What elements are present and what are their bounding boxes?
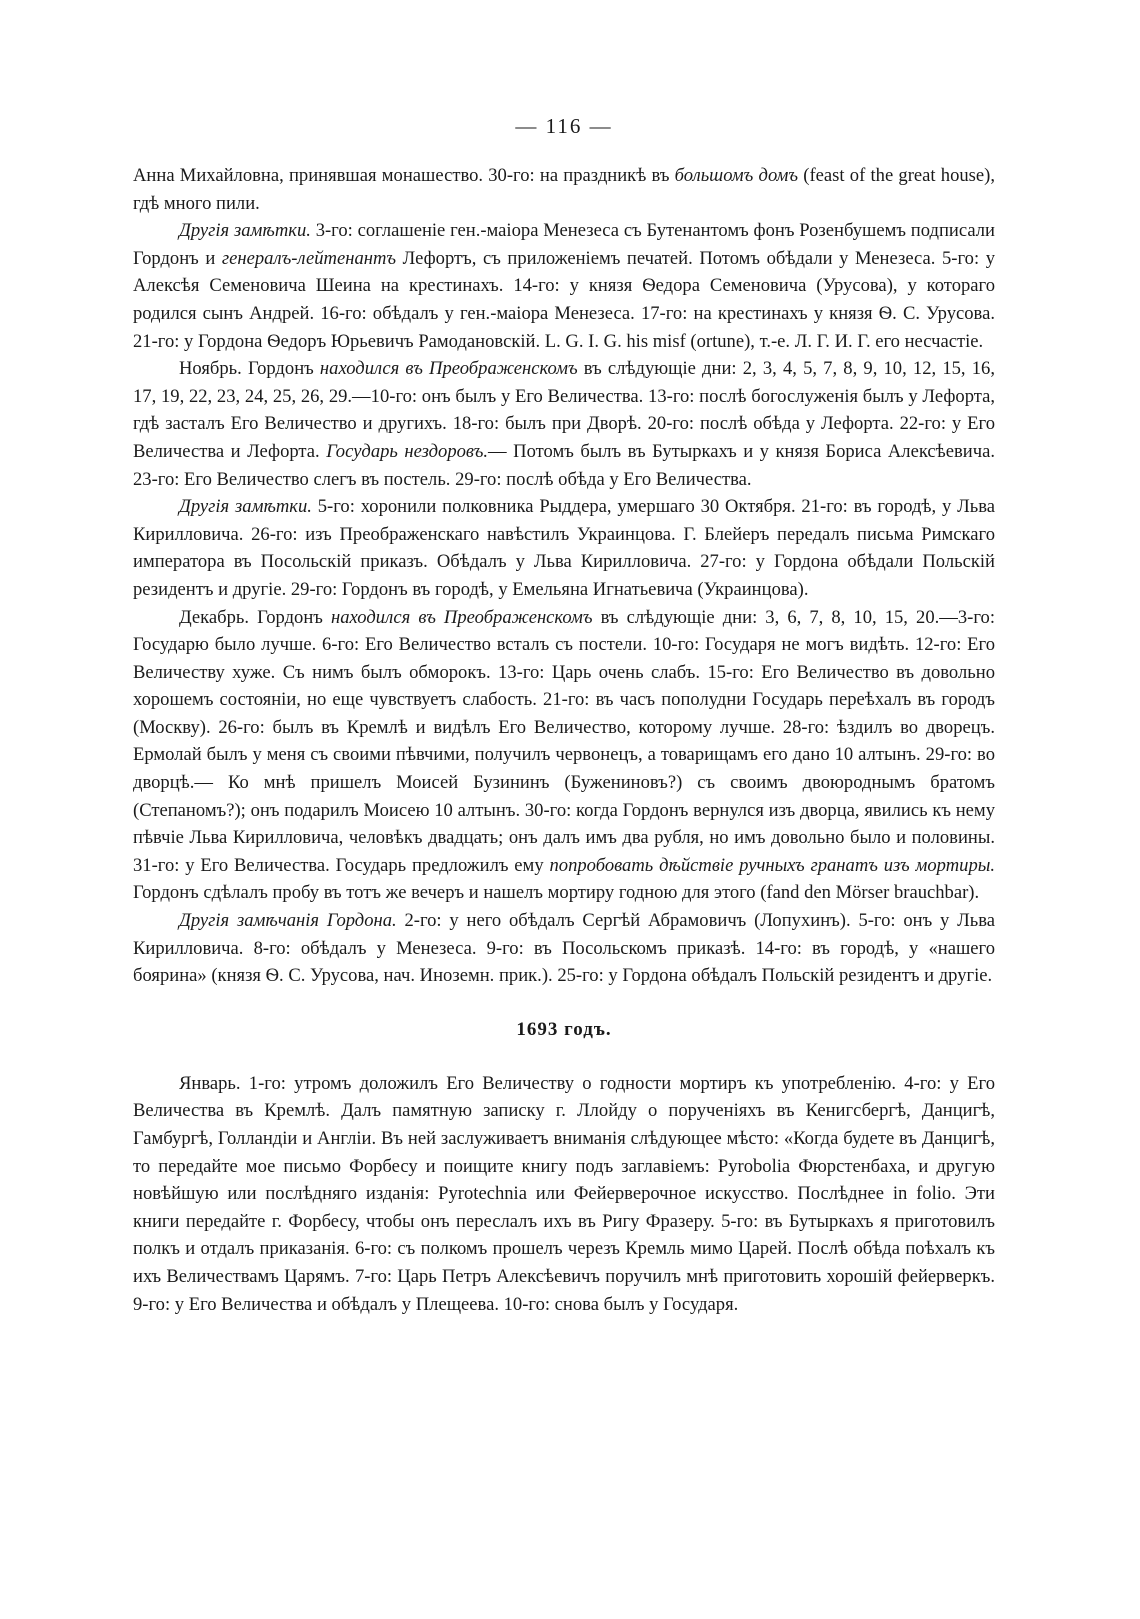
italic-segment: генералъ-лейтенантъ [221, 247, 397, 269]
document-page [133, 112, 995, 1318]
italic-segment: Государь нездоровъ. [326, 440, 489, 462]
text-segment: Гордонъ сдѣлалъ пробу въ тотъ же вечеръ и нашелъ мортиру годною для этого (fand den Mörser brauchbar). [133, 882, 980, 904]
text-segment: — Потомъ былъ въ Бутыркахъ и у князя Бориса Алексѣевича. 23-го: Его Величество слегъ въ постель. 29-го: послѣ обѣда у Его Величества. [133, 440, 995, 490]
text-segment: 3-го: соглашеніе ген.-маіора Менезеса съ Бутенантомъ фонъ Розенбушемъ подписали Гордонъ и [133, 220, 995, 269]
text-segment: Лефортъ, съ приложеніемъ печатей. Потомъ обѣдали у Менезеса. 5-го: у Алексѣя Семеновича Шеина на крестинахъ. 14-го: у князя Ѳедора Семеновича (Урусова), у котораго родился сынъ Андрей. 16-го: обѣдалъ у ген.-маіора Менезеса. 17-го: на крестинахъ у князя Ѳ. С. Урусова. 21-го: у Гордона Ѳедоръ Юрьевичъ Рамодановскій. L. G. I. G. his misf (ortune), т.-е. Л. Г. И. Г. его несчастіе. [133, 247, 995, 352]
text-segment: въ слѣдующіе дни: 2, 3, 4, 5, 7, 8, 9, 10, 12, 15, 16, 17, 19, 22, 23, 24, 25, 26, 29.—10-го: онъ былъ у Его Величества. 13-го: послѣ богослуженія былъ у Лефорта, гдѣ засталъ Его Величество и другихъ. 18-го: былъ при Дворѣ. 20-го: послѣ обѣда у Лефорта. 22-го: у Его Величества и Лефорта. [133, 358, 995, 462]
italic-segment: Другія замѣтки. [179, 496, 312, 518]
text-segment: (feast of the great house), гдѣ много пили. [133, 165, 996, 214]
italic-segment: попробовать дѣйствіе ручныхъ гранатъ изъ мортиры. [549, 854, 995, 876]
paragraph-december [133, 604, 995, 908]
paragraph-gordon-remarks [133, 907, 995, 990]
paragraph-continuation [133, 162, 995, 217]
italic-segment: находился въ Преображенскомъ [331, 606, 593, 628]
italic-segment: находился въ Преображенскомъ [319, 358, 578, 380]
text-segment: 2-го: у него обѣдалъ Сергѣй Абрамовичъ (Лопухинъ). 5-го: онъ у Льва Кирилловича. 8-го: обѣдалъ у Менезеса. 9-го: въ Посольскомъ приказѣ. 14-го: въ городѣ, у «нашего боярина» (князя Ѳ. С. Урусова, нач. Иноземн. прик.). 25-го: у Гордона обѣдалъ Польскій резидентъ и другіе. [133, 910, 995, 987]
paragraph-other-notes-october [133, 217, 995, 355]
text-segment: Январь. 1-го: утромъ доложилъ Его Величеству о годности мортиръ къ употребленію. 4-го: у Его Величества въ Кремлѣ. Далъ памятную записку г. Ллойду о порученіяхъ въ Кенигсбергѣ, Данцигѣ, Гамбургѣ, Голландіи и Англіи. Въ ней заслуживаетъ вниманія слѣдующее мѣсто: «Когда будете въ Данцигѣ, то передайте мое письмо Форбесу и поищите книгу подъ заглавіемъ: Pyrobolia Фюрстенбаха, и другую новѣйшую или послѣдняго изданія: Pyrotechnia или Фейерверочное искусство. Послѣднее in folio. Эти книги передайте г. Форбесу, чтобы онъ переслалъ ихъ въ Ригу Фразеру. 5-го: въ Бутыркахъ я приготовилъ полкъ и отдалъ приказанія. 6-го: съ полкомъ прошелъ черезъ Кремль мимо Царей. Послѣ обѣда поѣхалъ къ ихъ Величествамъ Царямъ. 7-го: Царь Петръ Алексѣевичъ поручилъ мнѣ приготовить хорошій фейерверкъ. 9-го: у Его Величества и обѣдалъ у Плещеева. 10-го: снова былъ у Государя. [133, 1072, 995, 1315]
text-segment: Ноябрь. Гордонъ [179, 358, 320, 380]
paragraph-other-notes-november [133, 493, 995, 603]
italic-segment: Другія замѣчанія Гордона. [179, 910, 397, 932]
year-heading: 1693 годъ. [516, 1018, 612, 1040]
paragraph-january [133, 1070, 995, 1318]
italic-segment: большомъ домъ [674, 165, 799, 186]
paragraph-november [133, 355, 995, 493]
page-number: — 116 — [515, 114, 613, 138]
text-segment: 5-го: хоронили полковника Рыддера, умершаго 30 Октября. 21-го: въ городѣ, у Льва Кирилловича. 26-го: изъ Преображенскаго навѣстилъ Украинцова. Г. Блейеръ передалъ письма Римскаго императора въ Посольскій приказъ. Обѣдалъ у Льва Кирилловича. 27-го: у Гордона обѣдали Польскій резидентъ и другіе. 29-го: Гордонъ въ городѣ, у Емельяна Игнатьевича (Украинцова). [133, 496, 995, 600]
text-segment: въ слѣдующіе дни: 3, 6, 7, 8, 10, 15, 20.—3-го: Государю было лучше. 6-го: Его Величество всталъ съ постели. 10-го: Государя не могъ видѣть. 12-го: Его Величеству хуже. Съ нимъ былъ обморокъ. 13-го: Царь очень слабъ. 15-го: Его Величество въ довольно хорошемъ состояніи, но еще чувствуетъ слабость. 21-го: въ часъ пополудни Государь переѣхалъ въ городъ (Москву). 26-го: былъ въ Кремлѣ и видѣлъ Его Величество, которому лучше. 28-го: ѣздилъ во дворецъ. Ермолай былъ у меня съ своими пѣвчими, получилъ червонецъ, а товарищамъ его дано 10 алтынъ. 29-го: во дворцѣ.— Ко мнѣ пришелъ Моисей Бузининъ (Бужениновъ?) съ своимъ двоюроднымъ братомъ (Степаномъ?); онъ подарилъ Моисею 10 алтынъ. 30-го: когда Гордонъ вернулся изъ дворца, явились къ нему пѣвчіе Льва Кирилловича, человѣкъ двадцать; онъ далъ имъ два рубля, но имъ довольно было и половины. 31-го: у Его Величества. Государь предложилъ ему [133, 606, 995, 876]
text-segment: Анна Михайловна, принявшая монашество. 30-го: на праздникѣ въ [133, 165, 675, 186]
text-segment: Декабрь. Гордонъ [179, 606, 331, 628]
italic-segment: Другія замѣтки. [179, 220, 311, 242]
